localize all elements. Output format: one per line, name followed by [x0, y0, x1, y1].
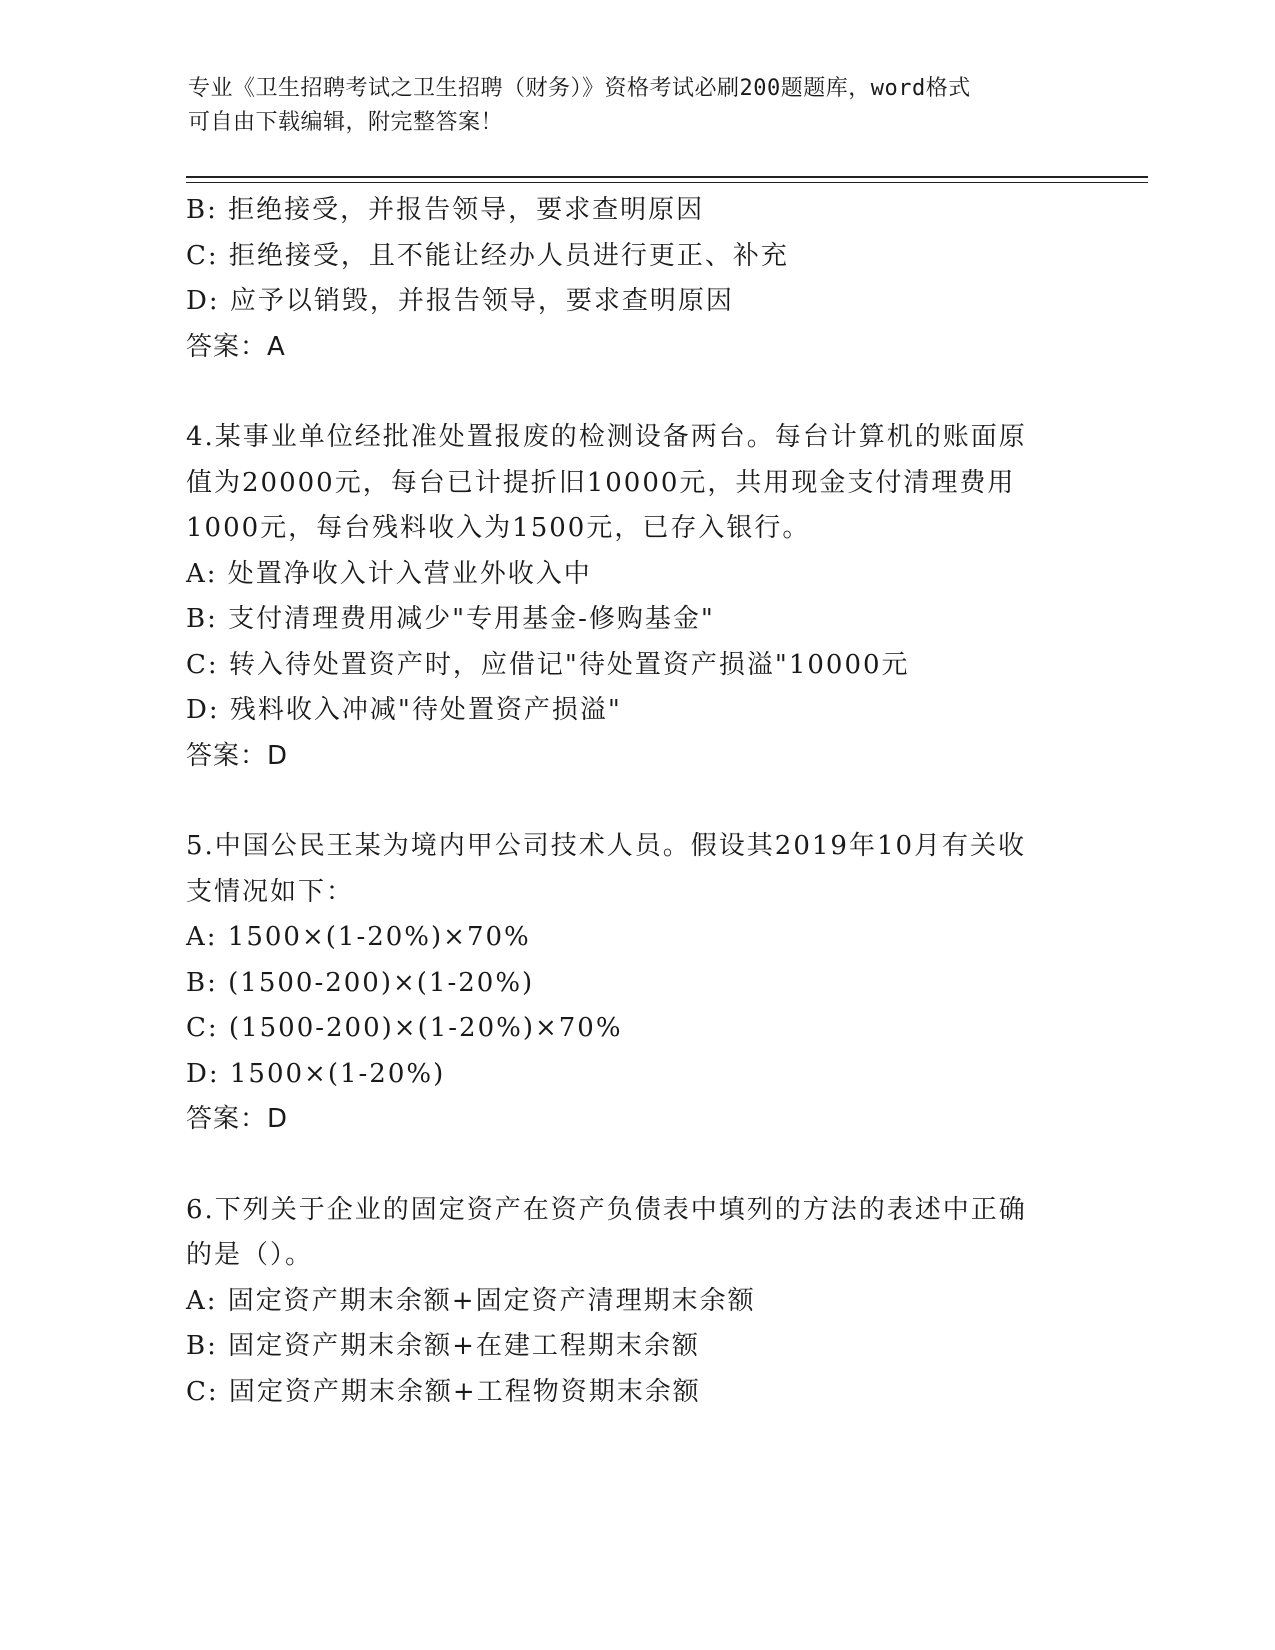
question-3-block — [186, 188, 1086, 370]
question-content — [186, 188, 1086, 1415]
q4-stem-line-2: 值为20000元，每台已计提折旧10000元，共用现金支付清理费用 — [186, 467, 1016, 498]
question-5-block — [186, 824, 1086, 1143]
q4-option-c: C: 转入待处置资产时，应借记"待处置资产损溢"10000元 — [186, 649, 910, 680]
q6-option-c: C: 固定资产期末余额+工程物资期末余额 — [186, 1376, 701, 1407]
q6-option-a: A: 固定资产期末余额+固定资产清理期末余额 — [186, 1285, 756, 1316]
page-header — [188, 72, 1088, 140]
q4-option-b: B: 支付清理费用减少"专用基金-修购基金" — [186, 604, 715, 634]
q3-option-c: C: 拒绝接受，且不能让经办人员进行更正、补充 — [186, 240, 789, 271]
q3-option-b: B: 拒绝接受，并报告领导，要求查明原因 — [186, 195, 705, 225]
q6-option-b: B: 固定资产期末余额+在建工程期末余额 — [186, 1331, 700, 1361]
q4-answer: 答案：D — [186, 740, 289, 771]
q5-stem-line-1: 5.中国公民王某为境内甲公司技术人员。假设其2019年10月有关收 — [186, 831, 1027, 861]
q6-stem-line-2: 的是（）。 — [186, 1240, 314, 1270]
q6-stem-line-1: 6.下列关于企业的固定资产在资产负债表中填列的方法的表述中正确 — [186, 1194, 1027, 1225]
q5-option-a: A: 1500×(1-20%)×70% — [186, 922, 531, 952]
q5-stem-line-2: 支情况如下： — [186, 876, 355, 907]
question-4-block — [186, 415, 1086, 779]
q4-option-d: D: 残料收入冲减"待处置资产损溢" — [186, 695, 622, 725]
q3-option-d: D: 应予以销毁，并报告领导，要求查明原因 — [186, 286, 734, 316]
q4-option-a: A: 处置净收入计入营业外收入中 — [186, 558, 592, 589]
spacer — [186, 370, 1086, 415]
q3-answer: 答案：A — [186, 331, 286, 362]
header-divider — [186, 176, 1148, 183]
q4-stem-line-1: 4.某事业单位经批准处置报废的检测设备两台。每台计算机的账面原 — [186, 422, 1027, 452]
q4-stem-line-3: 1000元，每台残料收入为1500元，已存入银行。 — [186, 513, 811, 543]
spacer — [186, 779, 1086, 824]
header-title-line-2: 可自由下载编辑，附完整答案！ — [188, 110, 504, 135]
q5-option-c: C: (1500-200)×(1-20%)×70% — [186, 1013, 623, 1043]
spacer — [186, 1143, 1086, 1188]
header-title-line-1: 专业《卫生招聘考试之卫生招聘（财务）》资格考试必刷200题题库，word格式 — [188, 76, 971, 101]
question-6-block — [186, 1188, 1086, 1416]
q5-answer: 答案：D — [186, 1104, 289, 1134]
q5-option-d: D: 1500×(1-20%) — [186, 1058, 446, 1089]
q5-option-b: B: (1500-200)×(1-20%) — [186, 967, 535, 998]
